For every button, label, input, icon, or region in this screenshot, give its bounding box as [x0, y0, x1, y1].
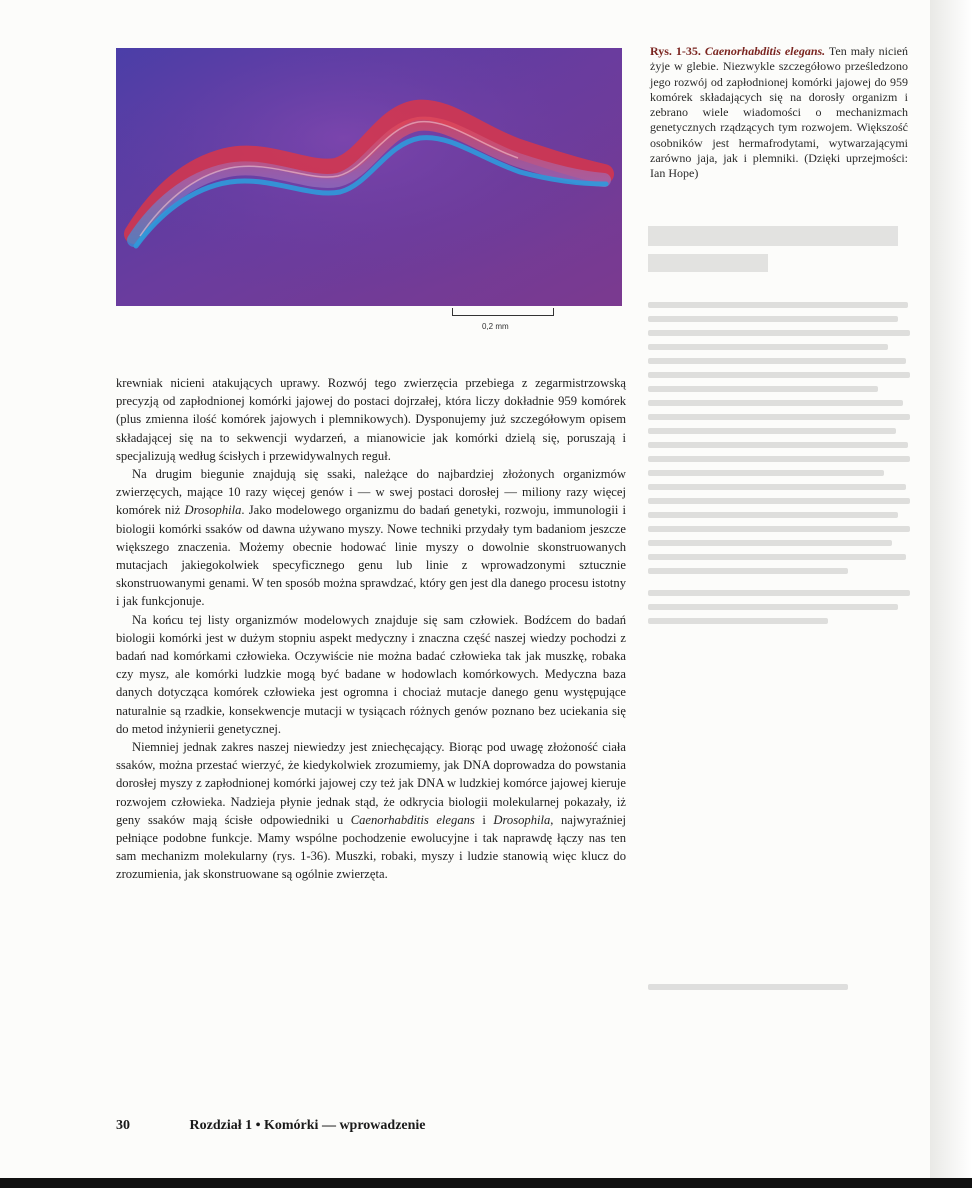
nematode-micrograph	[116, 48, 622, 306]
text-run: , najwyraźniej pełniące podobne funkcje. Mamy wspólne pochodzenie ewolucyjne i tak naprawdę łączy nas ten sam mechanizm molekularny (rys. 1-36). Muszki, robaki, myszy i ludzie stanowią więc klucz do zrozumienia, jak skonstruowane są ogólnie zwierzęta.	[116, 812, 626, 882]
worm-illustration	[116, 48, 622, 306]
text-run: krewniak nicieni atakujących uprawy. Rozwój tego zwierzęcia przebiega z zegarmistrzowską precyzją od zapłodnionej komórki jajowej do postaci dojrzałej, która liczy dokładnie 959 komórek (plus zmienna ilość komórek jajowych i plemnikowych). Dysponujemy już szczegółowym opisem składającej się na to sekwencji wydarzeń, a mianowicie jak komórki dzielą się, poruszają i specjalizują według ścisłych i przewidywalnych reguł.	[116, 376, 626, 463]
scale-bar-label: 0,2 mm	[482, 322, 509, 331]
text-run: Niemniej jednak zakres naszej niewiedzy jest zniechęcający. Biorąc pod uwagę złożoność ciała ssaków, można przestać wierzyć, że kiedykolwiek zrozumiemy, jak DNA doprowadza do powstania dorosłej myszy z zapłodnionej komórki jajowej czy też jak DNA w ludzkiej komórce jajowej kieruje rozwojem człowieka. Nadzieja płynie jednak stąd, że odkrycia biologii molekularnej pokazały, iż geny ssaków mają ścisłe odpowiedniki u	[116, 740, 626, 827]
paragraph	[116, 374, 626, 465]
scale-bar-line	[452, 308, 554, 316]
italic-term: Drosophila	[493, 812, 551, 827]
figure-number: Rys. 1-35.	[650, 44, 701, 58]
scan-bottom-edge	[0, 1178, 972, 1188]
text-run: i	[474, 812, 494, 827]
page-number: 30	[116, 1118, 130, 1133]
figure-species: Caenorhabditis elegans.	[704, 44, 826, 58]
italic-term: Caenorhabditis elegans	[350, 812, 475, 827]
paragraph	[116, 738, 626, 884]
figure-caption-text: Ten mały nicień żyje w glebie. Niezwykle szczegółowo prześledzono jego rozwój od zapłodnionej komórki jajowej do 959 komórek składających się na dorosły organizm i zebrano wiele wiadomości o mechanizmach genetycznych rządzących tym rozwojem. Większość osobników jest hermafrodytami, wytwarzającymi zarówno jaja, jak i plemniki. (Dzięki uprzejmości: Ian Hope)	[650, 44, 908, 181]
page-edge-shadow	[930, 0, 972, 1188]
text-run: Na końcu tej listy organizmów modelowych znajduje się sam człowiek. Bodźcem do badań biologii komórki jest w dużym stopniu aspekt medyczny i znaczna część naszej wiedzy pochodzi z badań nad komórkami człowieka. Oczywiście nie można badać człowieka tak jak muszkę, robaka czy mysz, ale komórki ludzkie mogą być badane w hodowlach komórkowych. Medyczna baza danych dotycząca komórek człowieka jest ogromna i chociaż mutacje danego genu występujące naturalnie są rzadkie, konsekwencje mutacji w tysiącach różnych genów poznano bez uciekania się do metod inżynierii genetycznej.	[116, 612, 626, 736]
page-footer	[116, 1118, 626, 1134]
italic-term: Drosophila	[184, 503, 242, 518]
text-run: . Jako modelowego organizmu do badań genetyki, rozwoju, immunologii i biologii komórki ssaków od dawna używano myszy. Nowe techniki przydały tym badaniom jeszcze większego znaczenia. Możemy obecnie hodować linie myszy o dowolnie skonstruowanych mutacjach jakiegokolwiek specyficznego genu lub linie z wprowadzonymi sztucznie skonstruowanymi genami. W ten sposób można sprawdzać, który gen jest dla danego procesu istotny i jak funkcjonuje.	[116, 503, 627, 609]
figure-caption	[650, 44, 908, 182]
paragraph	[116, 465, 626, 611]
paragraph	[116, 611, 626, 738]
bleed-through-text	[648, 224, 918, 1064]
body-text	[116, 374, 626, 884]
text-run: Na drugim biegunie znajdują się ssaki, należące do najbardziej złożonych organizmów zwierzęcych, mające 10 razy więcej genów i — w swej postaci dorosłej — miliony razy więcej komórek niż	[116, 467, 626, 518]
running-title: Rozdział 1 • Komórki — wprowadzenie	[189, 1118, 426, 1133]
scale-bar	[452, 308, 554, 334]
